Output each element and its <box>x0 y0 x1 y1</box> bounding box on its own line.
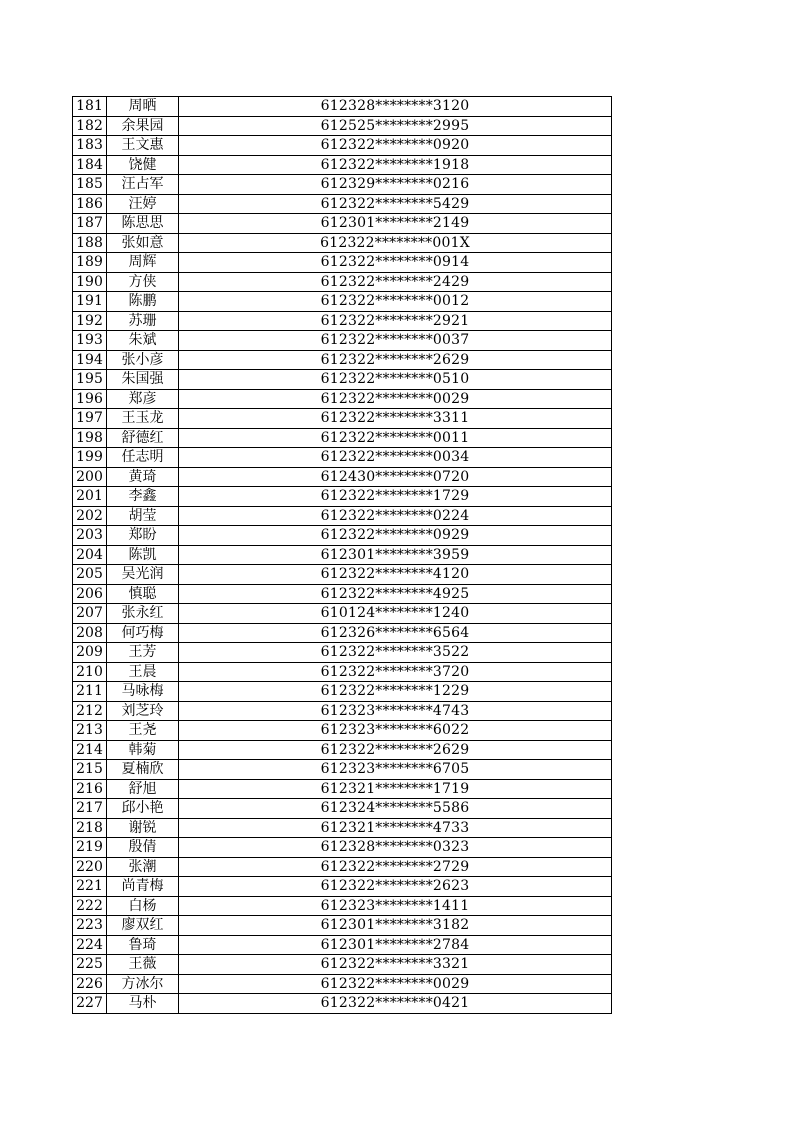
table-row <box>73 272 612 292</box>
row-number-cell: 194 <box>73 350 107 370</box>
table-row <box>73 214 612 234</box>
row-number-cell: 225 <box>73 955 107 975</box>
name-cell: 舒旭 <box>107 779 179 799</box>
name-cell: 王薇 <box>107 955 179 975</box>
name-cell: 张如意 <box>107 233 179 253</box>
name-cell: 方冰尔 <box>107 974 179 994</box>
row-number-cell: 218 <box>73 818 107 838</box>
name-cell: 李鑫 <box>107 487 179 507</box>
row-number-cell: 219 <box>73 838 107 858</box>
table-row <box>73 97 612 117</box>
row-number-cell: 182 <box>73 116 107 136</box>
name-cell: 苏珊 <box>107 311 179 331</box>
id-number-cell: 610124********1240 <box>179 604 612 624</box>
table-row <box>73 448 612 468</box>
row-number-cell: 211 <box>73 682 107 702</box>
name-cell: 尚青梅 <box>107 877 179 897</box>
id-number-cell: 612322********0510 <box>179 370 612 390</box>
id-number-cell: 612321********1719 <box>179 779 612 799</box>
name-cell: 张潮 <box>107 857 179 877</box>
row-number-cell: 209 <box>73 643 107 663</box>
id-number-cell: 612329********0216 <box>179 175 612 195</box>
table-row <box>73 292 612 312</box>
row-number-cell: 196 <box>73 389 107 409</box>
table-row <box>73 155 612 175</box>
row-number-cell: 206 <box>73 584 107 604</box>
name-cell: 马咏梅 <box>107 682 179 702</box>
row-number-cell: 217 <box>73 799 107 819</box>
id-number-cell: 612322********2629 <box>179 740 612 760</box>
row-number-cell: 210 <box>73 662 107 682</box>
id-number-cell: 612323********4743 <box>179 701 612 721</box>
table-row <box>73 994 612 1014</box>
id-number-cell: 612301********3182 <box>179 916 612 936</box>
name-cell: 张小彦 <box>107 350 179 370</box>
id-number-cell: 612322********2429 <box>179 272 612 292</box>
name-cell: 舒德红 <box>107 428 179 448</box>
id-number-cell: 612328********0323 <box>179 838 612 858</box>
row-number-cell: 205 <box>73 565 107 585</box>
name-cell: 黄琦 <box>107 467 179 487</box>
row-number-cell: 191 <box>73 292 107 312</box>
id-number-cell: 612322********0012 <box>179 292 612 312</box>
roster-table <box>72 96 612 1014</box>
table-row <box>73 136 612 156</box>
row-number-cell: 216 <box>73 779 107 799</box>
name-cell: 饶健 <box>107 155 179 175</box>
row-number-cell: 221 <box>73 877 107 897</box>
table-row <box>73 565 612 585</box>
row-number-cell: 184 <box>73 155 107 175</box>
id-number-cell: 612324********5586 <box>179 799 612 819</box>
name-cell: 汪占军 <box>107 175 179 195</box>
row-number-cell: 195 <box>73 370 107 390</box>
id-number-cell: 612322********2623 <box>179 877 612 897</box>
name-cell: 王玉龙 <box>107 409 179 429</box>
id-number-cell: 612525********2995 <box>179 116 612 136</box>
table-row <box>73 818 612 838</box>
table-row <box>73 877 612 897</box>
row-number-cell: 197 <box>73 409 107 429</box>
name-cell: 朱斌 <box>107 331 179 351</box>
row-number-cell: 186 <box>73 194 107 214</box>
row-number-cell: 222 <box>73 896 107 916</box>
row-number-cell: 199 <box>73 448 107 468</box>
row-number-cell: 185 <box>73 175 107 195</box>
table-row <box>73 331 612 351</box>
id-number-cell: 612322********2729 <box>179 857 612 877</box>
table-row <box>73 506 612 526</box>
row-number-cell: 190 <box>73 272 107 292</box>
row-number-cell: 215 <box>73 760 107 780</box>
table-row <box>73 740 612 760</box>
table-row <box>73 370 612 390</box>
table-row <box>73 545 612 565</box>
table-row <box>73 233 612 253</box>
name-cell: 刘芝玲 <box>107 701 179 721</box>
id-number-cell: 612322********0914 <box>179 253 612 273</box>
id-number-cell: 612322********3311 <box>179 409 612 429</box>
row-number-cell: 207 <box>73 604 107 624</box>
name-cell: 方侠 <box>107 272 179 292</box>
table-row <box>73 604 612 624</box>
row-number-cell: 198 <box>73 428 107 448</box>
name-cell: 谢锐 <box>107 818 179 838</box>
row-number-cell: 226 <box>73 974 107 994</box>
name-cell: 任志明 <box>107 448 179 468</box>
id-number-cell: 612322********0011 <box>179 428 612 448</box>
table-row <box>73 857 612 877</box>
row-number-cell: 227 <box>73 994 107 1014</box>
id-number-cell: 612322********4120 <box>179 565 612 585</box>
table-row <box>73 194 612 214</box>
row-number-cell: 220 <box>73 857 107 877</box>
table-row <box>73 760 612 780</box>
id-number-cell: 612322********1729 <box>179 487 612 507</box>
row-number-cell: 200 <box>73 467 107 487</box>
table-row <box>73 389 612 409</box>
table-row <box>73 643 612 663</box>
id-number-cell: 612322********5429 <box>179 194 612 214</box>
name-cell: 吴光润 <box>107 565 179 585</box>
table-row <box>73 799 612 819</box>
id-number-cell: 612322********2921 <box>179 311 612 331</box>
name-cell: 周辉 <box>107 253 179 273</box>
name-cell: 鲁琦 <box>107 935 179 955</box>
name-cell: 陈思思 <box>107 214 179 234</box>
id-number-cell: 612322********0920 <box>179 136 612 156</box>
row-number-cell: 192 <box>73 311 107 331</box>
id-number-cell: 612322********0929 <box>179 526 612 546</box>
name-cell: 张永红 <box>107 604 179 624</box>
id-number-cell: 612326********6564 <box>179 623 612 643</box>
row-number-cell: 183 <box>73 136 107 156</box>
name-cell: 郑盼 <box>107 526 179 546</box>
table-row <box>73 701 612 721</box>
table-row <box>73 974 612 994</box>
row-number-cell: 189 <box>73 253 107 273</box>
table-row <box>73 584 612 604</box>
name-cell: 白杨 <box>107 896 179 916</box>
name-cell: 陈凯 <box>107 545 179 565</box>
table-row <box>73 623 612 643</box>
table-row <box>73 838 612 858</box>
name-cell: 王文惠 <box>107 136 179 156</box>
table-row <box>73 896 612 916</box>
table-row <box>73 175 612 195</box>
name-cell: 周晒 <box>107 97 179 117</box>
row-number-cell: 202 <box>73 506 107 526</box>
id-number-cell: 612322********0029 <box>179 974 612 994</box>
table-row <box>73 467 612 487</box>
id-number-cell: 612322********0029 <box>179 389 612 409</box>
name-cell: 胡莹 <box>107 506 179 526</box>
id-number-cell: 612322********1918 <box>179 155 612 175</box>
row-number-cell: 187 <box>73 214 107 234</box>
table-row <box>73 311 612 331</box>
row-number-cell: 213 <box>73 721 107 741</box>
table-row <box>73 487 612 507</box>
name-cell: 慎聪 <box>107 584 179 604</box>
table-row <box>73 779 612 799</box>
row-number-cell: 204 <box>73 545 107 565</box>
table-row <box>73 253 612 273</box>
row-number-cell: 203 <box>73 526 107 546</box>
name-cell: 王晨 <box>107 662 179 682</box>
table-row <box>73 916 612 936</box>
table-row <box>73 721 612 741</box>
row-number-cell: 208 <box>73 623 107 643</box>
id-number-cell: 612322********0421 <box>179 994 612 1014</box>
table-row <box>73 662 612 682</box>
table-row <box>73 955 612 975</box>
name-cell: 廖双红 <box>107 916 179 936</box>
id-number-cell: 612301********2149 <box>179 214 612 234</box>
id-number-cell: 612430********0720 <box>179 467 612 487</box>
name-cell: 邱小艳 <box>107 799 179 819</box>
id-number-cell: 612323********6022 <box>179 721 612 741</box>
table-row <box>73 526 612 546</box>
row-number-cell: 193 <box>73 331 107 351</box>
id-number-cell: 612322********3321 <box>179 955 612 975</box>
table-row <box>73 409 612 429</box>
id-number-cell: 612322********001X <box>179 233 612 253</box>
id-number-cell: 612328********3120 <box>179 97 612 117</box>
id-number-cell: 612322********1229 <box>179 682 612 702</box>
row-number-cell: 223 <box>73 916 107 936</box>
id-number-cell: 612301********2784 <box>179 935 612 955</box>
name-cell: 马朴 <box>107 994 179 1014</box>
table-row <box>73 682 612 702</box>
id-number-cell: 612322********3720 <box>179 662 612 682</box>
table-row <box>73 116 612 136</box>
name-cell: 王芳 <box>107 643 179 663</box>
name-cell: 汪婷 <box>107 194 179 214</box>
name-cell: 朱国强 <box>107 370 179 390</box>
id-number-cell: 612322********0224 <box>179 506 612 526</box>
id-number-cell: 612322********2629 <box>179 350 612 370</box>
name-cell: 殷倩 <box>107 838 179 858</box>
table-row <box>73 428 612 448</box>
row-number-cell: 224 <box>73 935 107 955</box>
name-cell: 郑彦 <box>107 389 179 409</box>
id-number-cell: 612323********1411 <box>179 896 612 916</box>
id-number-cell: 612321********4733 <box>179 818 612 838</box>
id-number-cell: 612322********4925 <box>179 584 612 604</box>
row-number-cell: 214 <box>73 740 107 760</box>
table-row <box>73 350 612 370</box>
id-number-cell: 612322********0037 <box>179 331 612 351</box>
id-number-cell: 612323********6705 <box>179 760 612 780</box>
id-number-cell: 612301********3959 <box>179 545 612 565</box>
row-number-cell: 188 <box>73 233 107 253</box>
name-cell: 陈鹏 <box>107 292 179 312</box>
table-row <box>73 935 612 955</box>
name-cell: 王尧 <box>107 721 179 741</box>
id-number-cell: 612322********3522 <box>179 643 612 663</box>
row-number-cell: 201 <box>73 487 107 507</box>
name-cell: 韩菊 <box>107 740 179 760</box>
roster-table-body <box>73 97 612 1014</box>
name-cell: 余果园 <box>107 116 179 136</box>
id-number-cell: 612322********0034 <box>179 448 612 468</box>
name-cell: 夏楠欣 <box>107 760 179 780</box>
name-cell: 何巧梅 <box>107 623 179 643</box>
row-number-cell: 212 <box>73 701 107 721</box>
row-number-cell: 181 <box>73 97 107 117</box>
